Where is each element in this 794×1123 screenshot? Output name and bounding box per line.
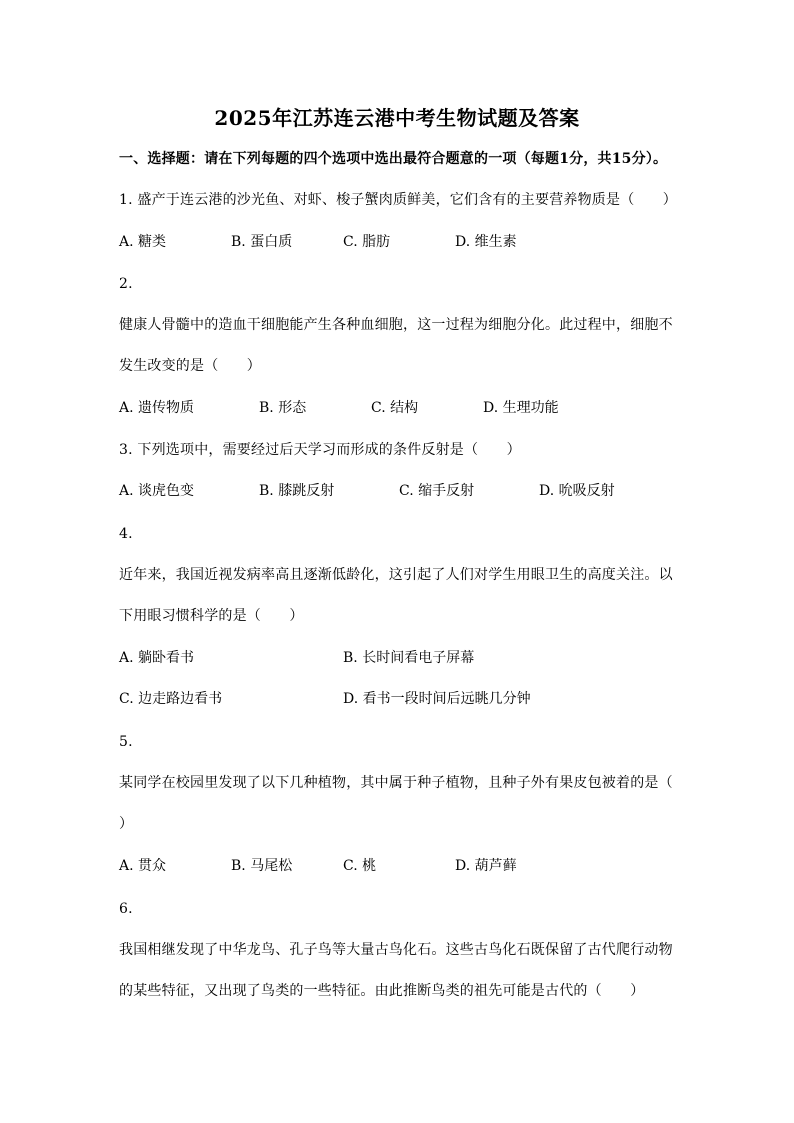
q4-option-c: C. 边走路边看书 (119, 691, 223, 707)
section-heading: 一、选择题：请在下列每题的四个选项中选出最符合题意的一项（每题1分，共15分）。 (119, 151, 668, 167)
q4-option-d: D. 看书一段时间后远眺几分钟 (343, 691, 531, 707)
q5-option-b: B. 马尾松 (231, 858, 293, 874)
q5-option-c: C. 桃 (343, 858, 377, 874)
q2-option-c: C. 结构 (371, 400, 419, 416)
q3-option-a: A. 谈虎色变 (119, 483, 195, 499)
q5-stem-line1: 某同学在校园里发现了以下几种植物，其中属于种子植物，且种子外有果皮包被着的是（ (119, 775, 673, 791)
q6-stem-line2: 的某些特征，又出现了鸟类的一些特征。由此推断鸟类的祖先可能是古代的（ ） (119, 983, 645, 999)
q2-stem-line1: 健康人骨髓中的造血干细胞能产生各种血细胞，这一过程为细胞分化。此过程中，细胞不 (119, 317, 673, 333)
q5-stem-line2: ） (119, 816, 134, 832)
q1-option-d: D. 维生素 (455, 234, 517, 250)
q3-stem: 3. 下列选项中，需要经过后天学习而形成的条件反射是（ ） (119, 442, 521, 458)
q1-option-c: C. 脂肪 (343, 234, 391, 250)
q5-number: 5. (119, 734, 133, 750)
q4-stem-line1: 近年来，我国近视发病率高且逐渐低龄化，这引起了人们对学生用眼卫生的高度关注。以 (119, 567, 673, 583)
q5-option-a: A. 贯众 (119, 858, 167, 874)
q1-option-a: A. 糖类 (119, 234, 167, 250)
q3-option-d: D. 吮吸反射 (539, 483, 615, 499)
q2-stem-line2: 发生改变的是（ ） (119, 358, 261, 374)
q2-option-a: A. 遗传物质 (119, 400, 195, 416)
q4-option-a: A. 躺卧看书 (119, 650, 195, 666)
q3-option-c: C. 缩手反射 (399, 483, 475, 499)
q1-stem: 1. 盛产于连云港的沙光鱼、对虾、梭子蟹肉质鲜美，它们含有的主要营养物质是（ ） (119, 192, 678, 208)
q2-option-d: D. 生理功能 (483, 400, 559, 416)
q6-stem-line1: 我国相继发现了中华龙鸟、孔子鸟等大量古鸟化石。这些古鸟化石既保留了古代爬行动物 (119, 942, 673, 958)
q4-stem-line2: 下用眼习惯科学的是（ ） (119, 608, 304, 624)
q1-option-b: B. 蛋白质 (231, 234, 293, 250)
q2-number: 2. (119, 276, 133, 292)
document-title: 2025年江苏连云港中考生物试题及答案 (214, 106, 580, 130)
q3-option-b: B. 膝跳反射 (259, 483, 335, 499)
q6-number: 6. (119, 901, 133, 917)
q5-option-d: D. 葫芦藓 (455, 858, 517, 874)
q2-option-b: B. 形态 (259, 400, 307, 416)
q4-option-b: B. 长时间看电子屏幕 (343, 650, 475, 666)
q4-number: 4. (119, 526, 133, 542)
